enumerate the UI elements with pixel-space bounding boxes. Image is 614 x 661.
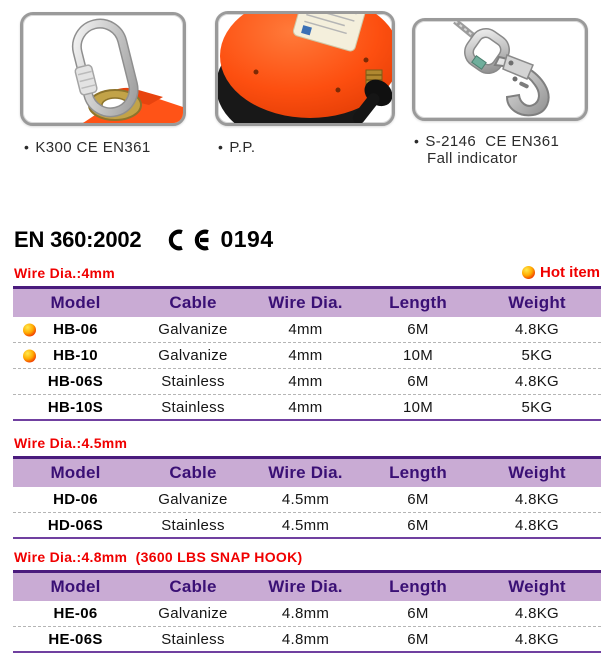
spec-section-3 bbox=[13, 546, 601, 653]
table-row bbox=[13, 395, 601, 421]
model-cell: HD-06 bbox=[53, 491, 98, 508]
column-header: Model bbox=[50, 293, 101, 312]
hook-gate bbox=[503, 55, 533, 79]
column-header: Wire Dia. bbox=[268, 577, 343, 596]
section-head bbox=[13, 546, 601, 567]
caption-snap-hook bbox=[414, 133, 559, 167]
data-cell: 5KG bbox=[521, 347, 553, 364]
column-header: Wire Dia. bbox=[268, 293, 343, 312]
table-row bbox=[13, 343, 601, 369]
column-header: Wire Dia. bbox=[268, 463, 343, 482]
hot-item-icon bbox=[522, 266, 535, 279]
caption-text: K300 CE EN361 bbox=[35, 139, 151, 156]
hot-item-legend bbox=[522, 264, 600, 281]
section-label: Wire Dia.:4.5mm bbox=[14, 434, 128, 451]
table-row bbox=[13, 627, 601, 653]
data-cell: 4.8KG bbox=[514, 491, 560, 508]
bullet-icon: • bbox=[24, 139, 30, 155]
column-header: Cable bbox=[169, 463, 217, 482]
caption-pp bbox=[218, 139, 255, 156]
caption-text: S-2146 CE EN361 bbox=[425, 133, 560, 150]
data-cell: 4.5mm bbox=[281, 491, 330, 508]
hot-item-icon bbox=[23, 323, 36, 336]
column-header: Length bbox=[389, 293, 447, 312]
table-row bbox=[13, 369, 601, 395]
product-figure-snap-hook bbox=[412, 18, 588, 167]
data-cell: Galvanize bbox=[158, 321, 228, 338]
spec-table bbox=[13, 286, 601, 421]
column-header: Length bbox=[389, 463, 447, 482]
data-cell: 6M bbox=[407, 373, 429, 390]
hot-item-icon bbox=[23, 349, 36, 362]
data-cell: 4mm bbox=[288, 321, 323, 338]
data-cell: Galvanize bbox=[158, 347, 228, 364]
column-header: Length bbox=[389, 577, 447, 596]
data-cell: 4.8KG bbox=[514, 516, 560, 534]
spec-section-1 bbox=[13, 262, 601, 421]
product-figure-carabiner bbox=[20, 12, 186, 156]
model-cell: HB-10S bbox=[47, 398, 104, 416]
model-cell: HD-06S bbox=[47, 516, 104, 534]
data-cell: 10M bbox=[402, 398, 434, 416]
data-cell: Stainless bbox=[161, 373, 225, 390]
caption-carabiner bbox=[24, 139, 151, 156]
column-header: Cable bbox=[169, 293, 217, 312]
column-header: Weight bbox=[508, 293, 566, 312]
data-cell: 6M bbox=[407, 605, 429, 622]
bullet-icon: • bbox=[218, 139, 224, 155]
snap-hook-photo bbox=[412, 18, 588, 121]
data-cell: 4.8mm bbox=[281, 630, 330, 648]
data-cell: 4.8KG bbox=[514, 373, 560, 390]
data-cell: 4.8mm bbox=[281, 605, 330, 622]
data-cell: 5KG bbox=[521, 398, 553, 416]
ce-number: 0194 bbox=[220, 226, 274, 252]
data-cell: Stainless bbox=[161, 398, 225, 416]
data-cell: 4mm bbox=[288, 373, 323, 390]
model-cell: HB-06 bbox=[13, 321, 138, 338]
data-cell: 4.8KG bbox=[514, 630, 560, 648]
data-cell: 4mm bbox=[288, 398, 323, 416]
carabiner-photo bbox=[20, 12, 186, 126]
data-cell: 10M bbox=[402, 347, 434, 364]
spec-section-2 bbox=[13, 432, 601, 539]
ce-mark-icon bbox=[163, 229, 211, 251]
product-figure-retractable-block bbox=[215, 11, 395, 156]
data-cell: Galvanize bbox=[158, 605, 228, 622]
table-header-row bbox=[13, 286, 601, 317]
data-cell: 4.8KG bbox=[514, 605, 560, 622]
table-row bbox=[13, 601, 601, 627]
section-label: Wire Dia.:4.8mm (3600 LBS SNAP HOOK) bbox=[14, 548, 303, 565]
hot-item-label: Hot item bbox=[540, 264, 600, 281]
model-cell: HE-06S bbox=[48, 630, 103, 648]
data-cell: Stainless bbox=[161, 516, 225, 534]
table-row bbox=[13, 487, 601, 513]
standard-text: EN 360:2002 bbox=[14, 226, 142, 252]
carabiner-illustration bbox=[23, 15, 183, 123]
column-header: Model bbox=[50, 463, 101, 482]
table-header-row bbox=[13, 456, 601, 487]
section-head bbox=[13, 432, 601, 453]
model-cell: HB-10 bbox=[13, 347, 138, 364]
table-header-row bbox=[13, 570, 601, 601]
data-cell: 4mm bbox=[288, 347, 323, 364]
section-head bbox=[13, 262, 601, 283]
spec-table bbox=[13, 456, 601, 539]
column-header: Model bbox=[50, 577, 101, 596]
spec-table bbox=[13, 570, 601, 653]
data-cell: 4.8KG bbox=[514, 321, 560, 338]
data-cell: 6M bbox=[407, 321, 429, 338]
model-cell: HB-06S bbox=[47, 373, 104, 390]
data-cell: 6M bbox=[407, 630, 429, 648]
snap-hook-illustration bbox=[415, 21, 585, 118]
column-header: Weight bbox=[508, 577, 566, 596]
column-header: Cable bbox=[169, 577, 217, 596]
data-cell: 6M bbox=[407, 491, 429, 508]
table-row bbox=[13, 513, 601, 539]
data-cell: 4.5mm bbox=[281, 516, 330, 534]
caption-text: P.P. bbox=[229, 139, 256, 156]
caption-text-line2: Fall indicator bbox=[427, 150, 518, 167]
section-label: Wire Dia.:4mm bbox=[14, 264, 116, 281]
data-cell: Galvanize bbox=[158, 491, 228, 508]
bullet-icon: • bbox=[414, 133, 420, 149]
data-cell: 6M bbox=[407, 516, 429, 534]
certification-heading bbox=[14, 226, 274, 253]
retractable-block-illustration bbox=[218, 14, 392, 123]
data-cell: Stainless bbox=[161, 630, 225, 648]
model-cell: HE-06 bbox=[53, 605, 98, 622]
retractable-block-photo bbox=[215, 11, 395, 126]
table-row bbox=[13, 317, 601, 343]
column-header: Weight bbox=[508, 463, 566, 482]
